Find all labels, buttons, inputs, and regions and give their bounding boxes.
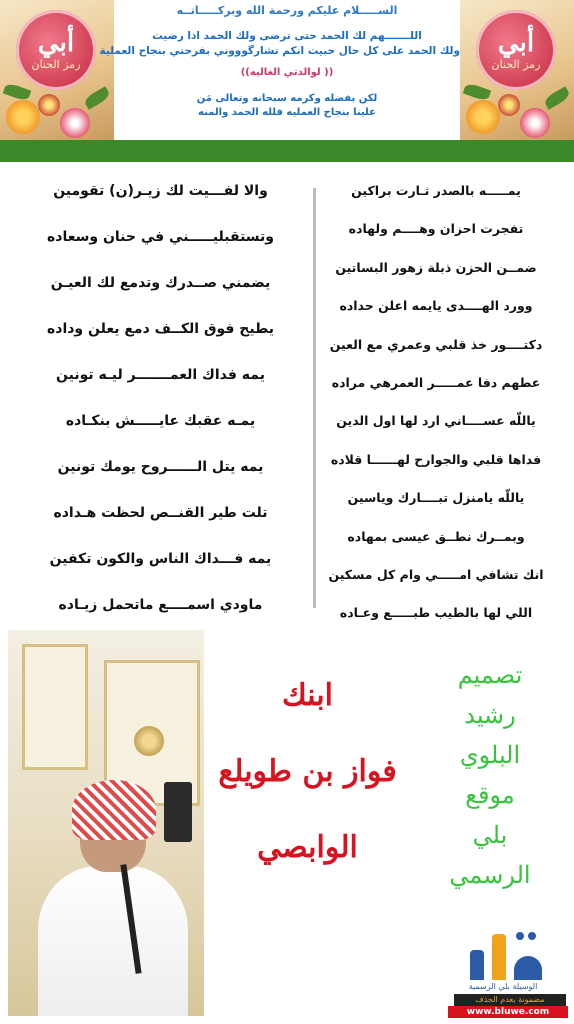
poem-verse: يمه فـــداك الناس والكون تكفين (49, 551, 272, 567)
decorative-corner-right (460, 0, 574, 140)
flower-icon (520, 108, 550, 138)
credit-word: الرسمي (449, 861, 531, 889)
site-logo[interactable] (438, 924, 568, 1018)
credit-word: البلوي (459, 741, 521, 769)
poem-verse: والا لفـــيت لك زيـر(ن) تقومين (53, 183, 268, 199)
site-logo-icon (466, 930, 546, 980)
poem-verse: يمه فداك العمـــــــر ليـه تونين (56, 367, 265, 383)
leaf-icon (463, 82, 492, 102)
poem-verse: وورد الهــــدى يايمه اعلن حداده (339, 298, 533, 314)
leaf-icon (3, 82, 32, 102)
poem-section (0, 162, 574, 624)
poem-verse: وتستقبليـــــني في حنان وسعاده (47, 229, 274, 245)
poem-verse: تلت طير القنــص لحظت هـداده (53, 505, 268, 521)
greeting-line: لكن بفضله وكرمه سبحانه وتعالى مَن (196, 93, 378, 104)
portrait-photo (8, 630, 204, 1016)
poem-verse: يمـه عقبك عايـــــش بنكـاده (65, 413, 256, 429)
poem-verse: فداها قلبي والجوارح لهــــــا قلاده (330, 451, 542, 467)
person-body (38, 866, 188, 1016)
poem-verse: تفجرت احزان وهــــم ولهاده (348, 221, 524, 237)
poem-column-right (316, 180, 556, 641)
poem-verse: دكتــــور خذ قلبي وعمري مع العين (329, 336, 543, 352)
divider-band (0, 140, 574, 162)
ornament-rosette (134, 726, 164, 756)
heart-emblem-left (16, 10, 96, 90)
greeting-line: اللـــــــهم لك الحمد حتى ترضى ولك الحمد اذا رضيت (152, 30, 422, 42)
signature-relation: ابنك (281, 678, 334, 713)
emblem-subtitle: رمز الحنان (491, 57, 541, 71)
leaf-icon (83, 86, 112, 109)
greeting-line: علينا بنجاح العمليه فلله الحمد والمنه (198, 107, 376, 118)
credit-word: تصميم (457, 661, 523, 689)
poem-column-left (18, 180, 303, 640)
poem-verse: ياللّه يامنزل تبــــارك وياسين (347, 490, 525, 506)
emblem-title: أبي (497, 27, 535, 58)
site-logo-tagline: مضمونة بعدم الحذف (454, 994, 566, 1006)
wall-panel (22, 644, 88, 770)
emblem-title: أبي (37, 27, 75, 58)
signature-name: فواز بن طويلع (218, 754, 397, 789)
poem-verse: يمه يتل الــــــروح يومك تونين (57, 459, 264, 475)
flower-icon (466, 100, 500, 134)
poem-divider (313, 188, 316, 608)
poem-verse: اللي لها بالطيب طبـــــع وعـاده (339, 605, 533, 621)
poem-verse: وبمــرك نطــق عيسى بمهاده (347, 528, 525, 544)
signature-family: الوابصي (257, 830, 358, 865)
credit-word: بلي (472, 821, 508, 849)
poem-verse: يمـــــه بالصدر ثـارت براكين (351, 183, 521, 198)
poem-verse: عطهم دفا عمـــــر العمرهي مراده (331, 374, 541, 390)
poem-verse: يطيح فوق الكــف دمع يعلن وداده (47, 321, 274, 337)
poem-verse: انك تشافي امـــــي وام كل مسكين (328, 566, 544, 582)
poem-verse: ماودي اسمــــع ماتحمل زيـاده (58, 597, 263, 613)
header-banner (0, 0, 574, 140)
greeting-text (99, 0, 460, 140)
flower-icon (38, 94, 60, 116)
design-credit (420, 655, 560, 895)
flower-icon (60, 108, 90, 138)
site-url-link[interactable]: www.bluwe.com (448, 1006, 568, 1018)
poem-verse: ياللّه عســــاني ارد لها اول الدين (336, 413, 536, 429)
flower-icon (498, 94, 520, 116)
decorative-corner-left (0, 0, 114, 140)
greeting-line: ولك الحمد على كل حال حبيت انكم تشارگوووني بفرحتي بنجاح العملية (99, 45, 460, 57)
heart-emblem-right (476, 10, 556, 90)
emblem-subtitle: رمز الحنان (31, 57, 81, 71)
credit-word: موقع (465, 781, 515, 809)
flower-icon (6, 100, 40, 134)
leaf-icon (543, 86, 572, 109)
headscarf (72, 780, 156, 840)
signature-block (205, 630, 410, 930)
site-logo-caption: الوسيلة بلي الرسمية (468, 982, 538, 991)
credit-word: رشيد (464, 701, 516, 729)
poem-verse: ضمــن الحزن ذبلة زهور البساتين (335, 259, 537, 275)
speaker-icon (164, 782, 192, 842)
greeting-line: الســـــلام عليكم ورحمة الله وبركـــــاتــه (176, 4, 398, 17)
poem-verse: يضمني صــدرك وتدمع لك العيـن (50, 275, 271, 291)
greeting-dedication: (( لوالدتي الغاليه)) (240, 67, 334, 78)
